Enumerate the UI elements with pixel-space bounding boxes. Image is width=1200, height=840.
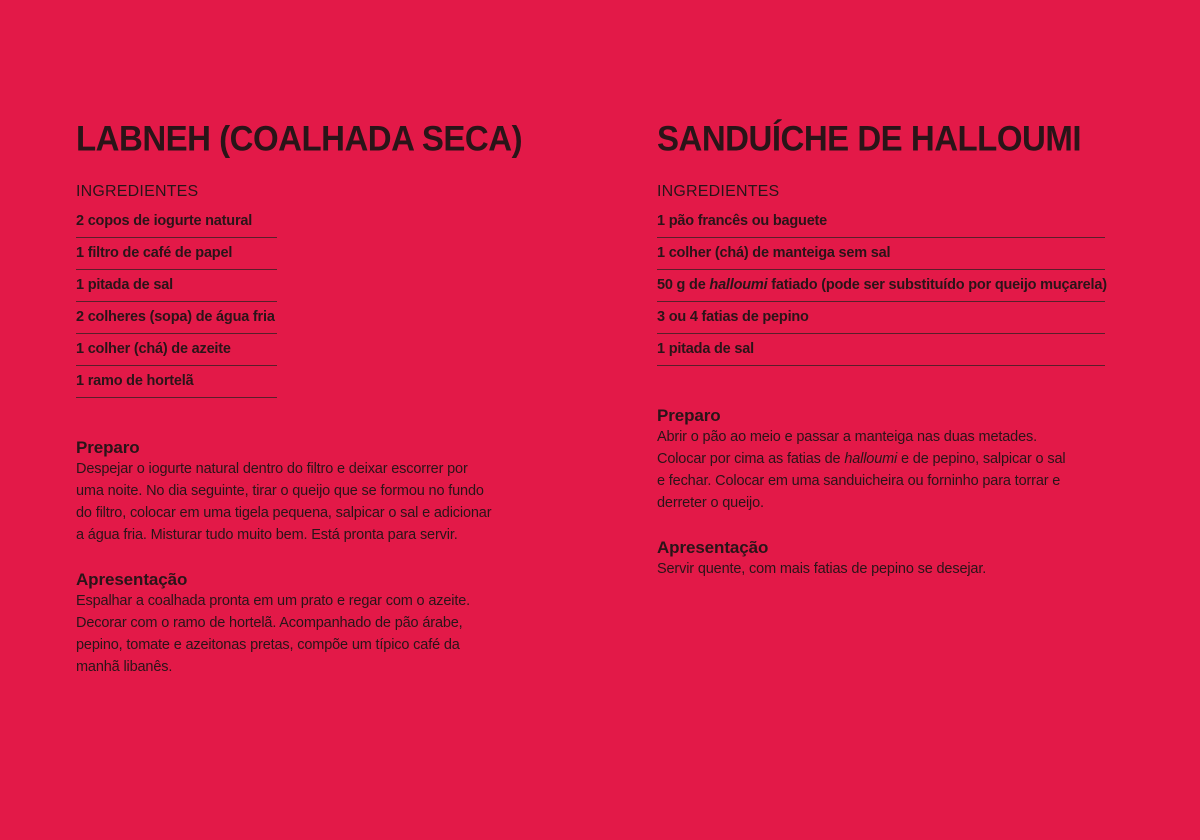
presentation-section bbox=[76, 570, 516, 678]
prep-heading: Preparo bbox=[76, 438, 140, 457]
ingredient-item: 1 colher (chá) de azeite bbox=[76, 334, 277, 366]
prep-text bbox=[657, 426, 1077, 514]
ingredient-item: 1 ramo de hortelã bbox=[76, 366, 277, 398]
ingredients-label: INGREDIENTES bbox=[76, 183, 199, 200]
ingredient-prefix: 50 g de bbox=[657, 277, 710, 293]
prep-text-italic: halloumi bbox=[844, 451, 898, 467]
recipe-labneh bbox=[76, 118, 523, 678]
prep-section bbox=[76, 438, 516, 546]
ingredient-item: 2 colheres (sopa) de água fria bbox=[76, 302, 277, 334]
presentation-text: Servir quente, com mais fatias de pepino se desejar. bbox=[657, 561, 987, 577]
recipe-halloumi-sandwich bbox=[657, 118, 1117, 580]
ingredient-item: 1 pitada de sal bbox=[657, 334, 1105, 366]
recipe-title: LABNEH (COALHADA SECA) bbox=[76, 118, 523, 158]
ingredient-suffix: fatiado (pode ser substituído por queijo muçarela) bbox=[767, 277, 1107, 293]
ingredients-list bbox=[76, 206, 277, 398]
recipe-title: SANDUÍCHE DE HALLOUMI bbox=[657, 118, 1081, 158]
ingredient-item: 1 pão francês ou baguete bbox=[657, 206, 1105, 238]
prep-text-part: Abrir o pão ao meio e passar a manteiga nas duas metades. Colocar por cima as fatias de bbox=[657, 429, 1037, 467]
presentation-text: Espalhar a coalhada pronta em um prato e regar com o azeite. Decorar com o ramo de hortelã. Acompanhado de pão árabe, pepino, tomate e azeitonas pretas, compõe um típico café da manhã libanês. bbox=[76, 593, 471, 675]
ingredient-item: 3 ou 4 fatias de pepino bbox=[657, 302, 1105, 334]
prep-heading: Preparo bbox=[657, 406, 721, 425]
ingredient-item: 1 filtro de café de papel bbox=[76, 238, 277, 270]
ingredient-item: 1 colher (chá) de manteiga sem sal bbox=[657, 238, 1105, 270]
presentation-heading: Apresentação bbox=[76, 570, 188, 589]
ingredient-item: 2 copos de iogurte natural bbox=[76, 206, 277, 238]
ingredient-item bbox=[657, 270, 1105, 302]
presentation-heading: Apresentação bbox=[657, 538, 769, 557]
ingredient-italic: halloumi bbox=[709, 277, 768, 293]
prep-text: Despejar o iogurte natural dentro do filtro e deixar escorrer por uma noite. No dia seguinte, tirar o queijo que se formou no fundo do filtro, colocar em uma tigela pequena, salpicar o sal e adicionar a água fria. Misturar tudo muito bem. Está pronta para servir. bbox=[76, 461, 492, 543]
ingredients-list bbox=[657, 206, 1105, 366]
prep-text-part: e de pepino, salpicar o sal e fechar. Colocar em uma sanduicheira ou forninho para torrar e derreter o queijo. bbox=[657, 451, 1066, 511]
ingredients-label: INGREDIENTES bbox=[657, 183, 780, 200]
presentation-section bbox=[657, 538, 1117, 580]
ingredient-item: 1 pitada de sal bbox=[76, 270, 277, 302]
prep-section bbox=[657, 406, 1117, 514]
